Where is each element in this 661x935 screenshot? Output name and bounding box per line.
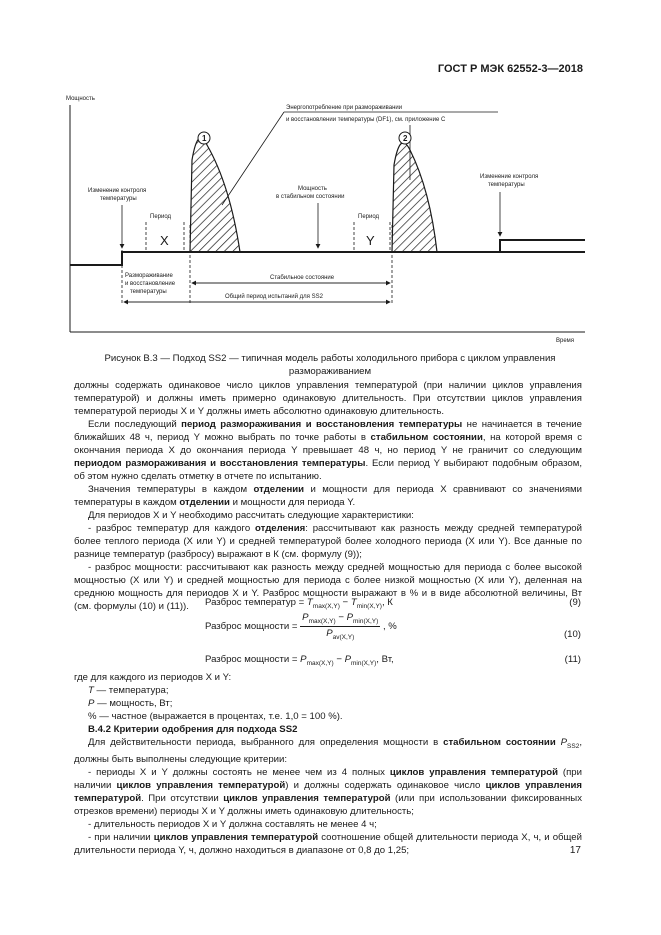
- energy-label-2: и восстановлении температуры (DF1), см. приложение С: [286, 117, 446, 123]
- power-label-1: Мощность: [298, 186, 327, 192]
- ss2-approach-diagram: [0, 0, 661, 345]
- total-label: Общий период испытаний для SS2: [225, 294, 323, 300]
- where-percent: % — частное (выражается в процентах, т.е. 1,0 = 100 %).: [88, 711, 343, 722]
- energy-label-1: Энергопотребление при размораживании: [286, 105, 403, 111]
- body-text: [74, 379, 582, 613]
- paragraph-3: Значения температуры в каждом отделении и мощности для периода X сравнивают со значениями температуры в каждом отделении и мощности для периода Y.: [74, 484, 582, 508]
- change-left-2: температуры: [100, 196, 137, 202]
- section-title: В.4.2 Критерии одобрения для подхода SS2: [88, 724, 298, 735]
- criteria-intro: Для действительности периода, выбранного для определения мощности в стабильном состоянии $P_{SS2}$, должны быть выполнены следующие критерии:: [74, 737, 583, 765]
- defrost-peak-1: [190, 138, 240, 252]
- paragraph-5: - разброс температур для каждого отделения: рассчитывают как разность между средней температурой более теплого периода (X или Y) и средней температурой более холодного периода (X или Y). Все данные по разнице температур (разбросу) выражают в К (см. формулу (9));: [74, 523, 582, 560]
- y-axis-label: Мощность: [66, 96, 95, 102]
- defrost-label-2: и восстановление: [125, 281, 176, 287]
- criterion-3: - при наличии циклов управления температурой соотношение общей длительности периода X, ч, и общей длительности периода Y, ч, должно находиться в диапазоне от 0,8 до 1,25;: [74, 831, 583, 856]
- period-x-letter: X: [160, 233, 169, 248]
- period-x-label: Период: [150, 214, 172, 220]
- period-y-letter: Y: [366, 233, 375, 248]
- where-t: T — температура;: [88, 685, 169, 696]
- formula-11-number: (11): [564, 654, 581, 665]
- formula-10-number: (10): [563, 629, 581, 640]
- marker-1: 1: [202, 134, 207, 143]
- criterion-2: - длительность периодов X и Y должна составлять не менее 4 ч;: [88, 818, 377, 830]
- page-header: ГОСТ Р МЭК 62552-3—2018: [437, 63, 583, 75]
- paragraph-6: - разброс мощности: рассчитывают как разность между средней мощностью для периода с более высокой мощностью (X или Y) и средней мощностью для периода с более низкой мощностью (X или Y), деленная на среднюю мощность для периодов X и Y. Разброс мощности выражают в % и в виде абсолютной величины, Вт (см. формулы (10) и (11)).: [74, 562, 582, 612]
- power-curve: [70, 240, 585, 265]
- change-right-2: температуры: [488, 182, 525, 188]
- where-p: P — мощность, Вт;: [88, 698, 173, 709]
- page-number: 17: [569, 845, 581, 856]
- change-right-1: Изменение контроля: [480, 174, 539, 180]
- formula-10: Разброс мощности = $\frac{P_{max(X,Y)} - P_{min(X,Y)}}{P_{av(X,Y)}}$ , %: [205, 612, 397, 641]
- body-text-2: [74, 671, 582, 857]
- criterion-1: - периоды X и Y должны состоять не менее чем из 4 полных циклов управления температурой (при наличии циклов управления температурой) и должны содержать одинаковое число циклов управления температурой. При отсутствии циклов управления температурой (или при использовании фиксированных отрезков времени) периоды X и Y должны иметь одинаковую длительность;: [74, 766, 582, 817]
- figure-caption: Рисунок В.3 — Подход SS2 — типичная модель работы холодильного прибора с циклом управления размораживанием: [104, 353, 556, 377]
- paragraph-2: Если последующий период размораживания и восстановления температуры не начинается в течение ближайших 48 ч, период Y можно выбрать по точке работы в стабильном состоянии, на которой время с окончания периода X до окончания периода Y превышает 48 ч, но период Y не граничит со следующим периодом размораживания и восстановления температуры. Если период Y выбирают подобным образом, об этом нужно сделать отметку в отчете по испытанию.: [74, 419, 583, 482]
- marker-2: 2: [403, 134, 408, 143]
- defrost-label-1: Размораживание: [125, 273, 173, 279]
- paragraph-4: Для периодов X и Y необходимо рассчитать следующие характеристики:: [88, 510, 414, 521]
- defrost-label-3: температуры: [130, 289, 167, 295]
- x-axis-label: Время: [556, 338, 575, 344]
- period-y-label: Период: [358, 214, 380, 220]
- formula-9: Разброс температур = $T_{max(X,Y)} - T_{min(X,Y)}$, К: [205, 597, 393, 610]
- formula-11: Разброс мощности = $P_{max(X,Y)} - P_{min(X,Y)}$, Вт,: [205, 654, 394, 667]
- where-line: где для каждого из периодов X и Y:: [74, 672, 232, 683]
- defrost-peak-2: [392, 143, 437, 252]
- formula-9-number: (9): [569, 597, 581, 608]
- change-left-1: Изменение контроля: [88, 188, 147, 194]
- paragraph-1: должны содержать одинаковое число циклов управления температурой (при наличии циклов управления температурой) и должны иметь примерно одинаковую длительность. При отсутствии циклов управления температурой периоды X и Y должны иметь абсолютно одинаковую длительность.: [74, 380, 582, 417]
- power-label-2: в стабильном состоянии: [276, 194, 345, 200]
- stable-label: Стабильное состояние: [270, 275, 335, 281]
